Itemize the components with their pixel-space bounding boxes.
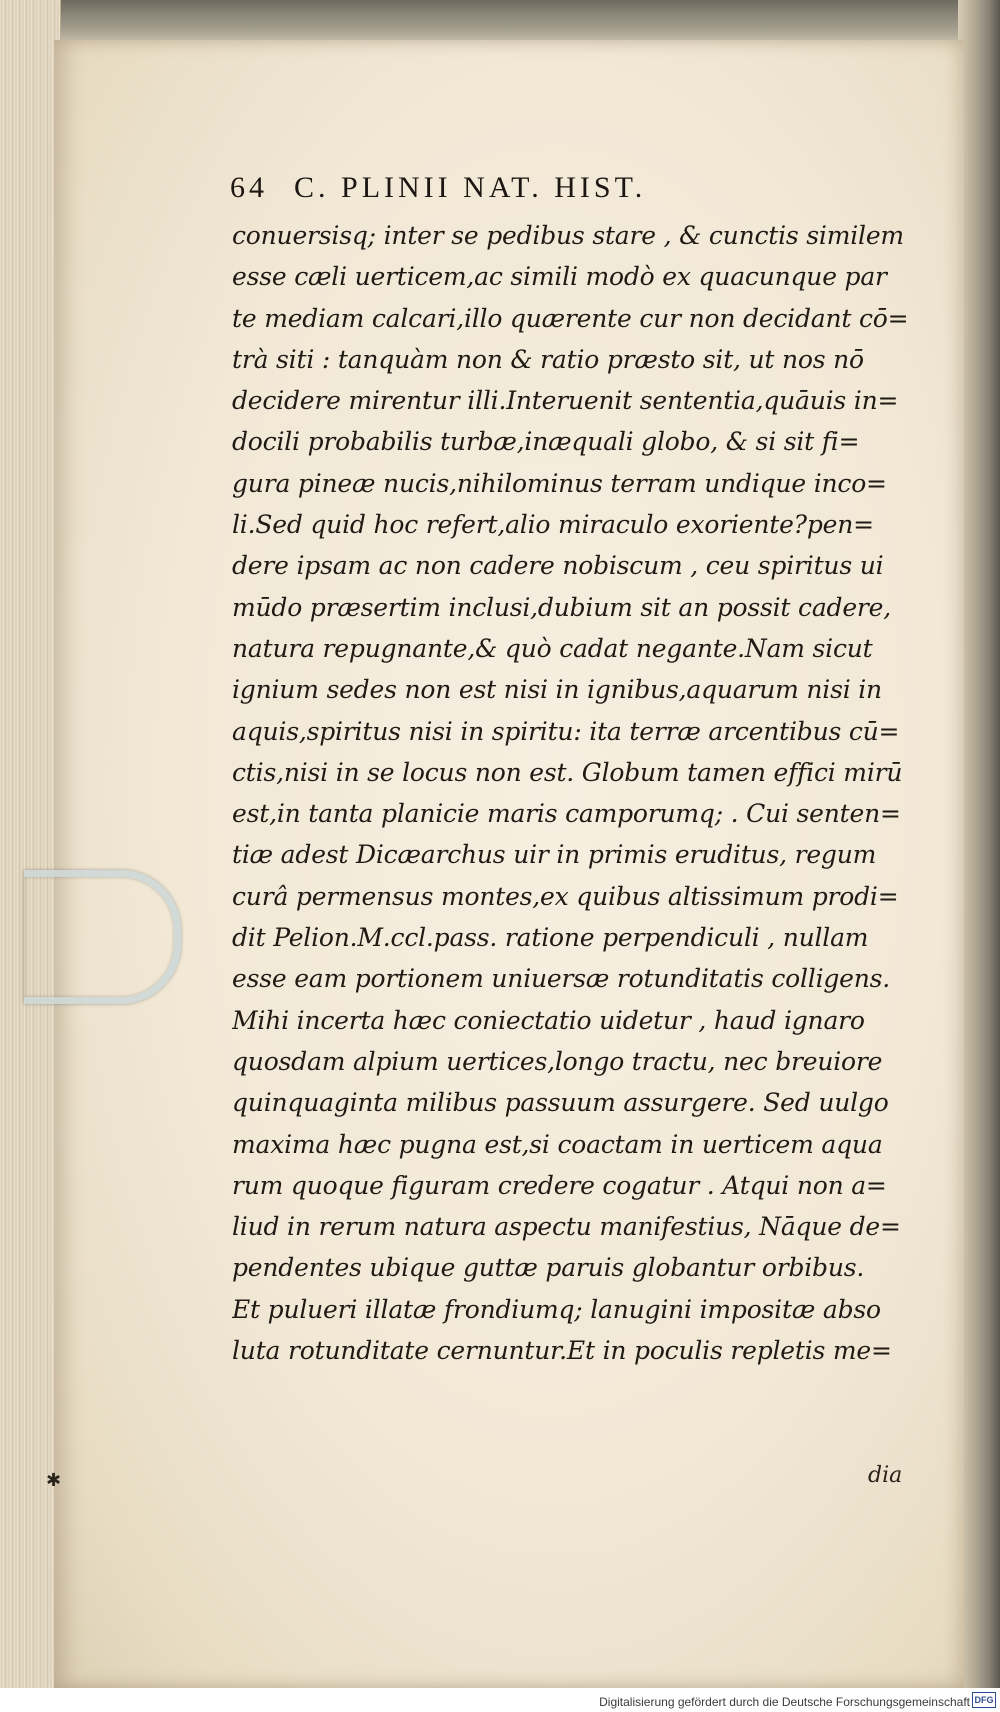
- catchword: dia: [868, 1463, 903, 1488]
- page-text-block: [232, 167, 922, 1371]
- text-line: aquis,spiritus nisi in spiritu: ita terræ arcentibus cū=: [232, 716, 900, 746]
- text-line: te mediam calcari,illo quærente cur non decidant cō=: [232, 303, 909, 333]
- text-line: curâ permensus montes,ex quibus altissimum prodi=: [232, 881, 899, 911]
- text-line: tiæ adest Dicæarchus uir in primis eruditus, regum: [232, 840, 877, 870]
- text-line: esse eam portionem uniuersæ rotunditatis colligens.: [232, 964, 891, 994]
- text-line: dere ipsam ac non cadere nobiscum , ceu spiritus ui: [232, 551, 884, 581]
- text-line: dit Pelion.M.ccl.pass. ratione perpendiculi , nullam: [232, 923, 869, 953]
- text-line: quinquaginta milibus passuum assurgere. Sed uulgo: [232, 1088, 889, 1118]
- text-line: ignium sedes non est nisi in ignibus,aquarum nisi in: [232, 675, 882, 705]
- dfg-logo-icon: DFG: [972, 1692, 996, 1708]
- text-line: mūdo præsertim inclusi,dubium sit an possit cadere,: [232, 592, 892, 622]
- text-line: Mihi incerta hæc coniectatio uidetur , haud ignaro: [232, 1005, 865, 1035]
- text-line: li.Sed quid hoc refert,alio miraculo exoriente?pen=: [232, 510, 874, 540]
- margin-star-mark: ✱: [46, 1470, 62, 1491]
- text-line: ctis,nisi in se locus non est. Globum tamen effici mirū: [232, 757, 903, 787]
- text-line: conuersisq; inter se pedibus stare , & cunctis similem: [232, 221, 904, 250]
- text-line: maxima hæc pugna est,si coactam in uerticem aqua: [232, 1129, 883, 1159]
- book-cover-top-edge: [0, 0, 1000, 42]
- book-cover-right-edge: [958, 0, 1000, 1690]
- text-line: liud in rerum natura aspectu manifestius, Nāque de=: [232, 1212, 901, 1242]
- running-head: [230, 167, 922, 209]
- body-text: [232, 215, 922, 1371]
- running-head-title: C. PLINII NAT. HIST.: [294, 171, 647, 204]
- text-line: est,in tanta planicie maris camporumq; . Cui senten=: [232, 799, 901, 829]
- text-line: Et pulueri illatæ frondiumq; lanugini impositæ abso: [232, 1294, 881, 1324]
- funding-notice: Digitalisierung gefördert durch die Deutsche Forschungsgemeinschaft: [599, 1695, 970, 1709]
- text-line: esse cæli uerticem,ac simili modò ex quacunque par: [232, 262, 887, 292]
- book-clip: [24, 870, 181, 1004]
- text-line: rum quoque figuram credere cogatur . Atqui non a=: [232, 1170, 887, 1200]
- text-line: quosdam alpium uertices,longo tractu, nec breuiore: [232, 1046, 883, 1076]
- footer-bar: [0, 1688, 1000, 1712]
- text-line: luta rotunditate cernuntur.Et in poculis repletis me=: [232, 1336, 892, 1366]
- text-line: trà siti : tanquàm non & ratio præsto sit, ut nos nō: [232, 344, 864, 374]
- page-number: 64: [230, 171, 268, 204]
- text-line: decidere mirentur illi.Interuenit sententia,quāuis in=: [232, 386, 899, 416]
- text-line: pendentes ubique guttæ paruis globantur orbibus.: [232, 1253, 865, 1283]
- text-line: docili probabilis turbæ,inæquali globo, & si sit fi=: [232, 427, 860, 457]
- text-line: gura pineæ nucis,nihilominus terram undique inco=: [232, 468, 887, 498]
- text-line: natura repugnante,& quò cadat negante.Nam sicut: [232, 633, 873, 663]
- stacked-page-edges: [0, 0, 61, 1690]
